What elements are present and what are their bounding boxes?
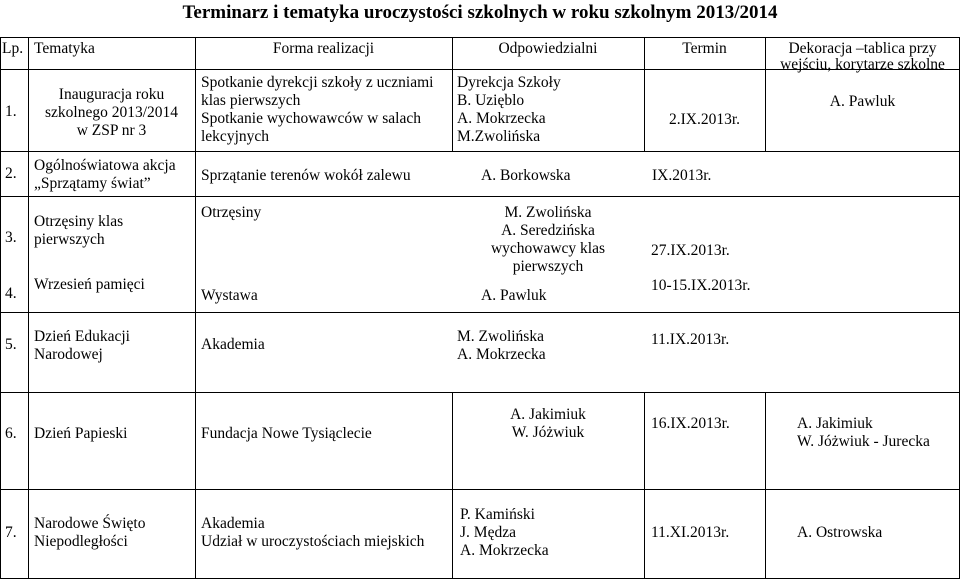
row5-tematyka-line2: Narodowej [34,346,103,363]
header-lp: Lp. [2,40,24,57]
row3-odp-line4: pierwszych [512,258,584,275]
row1-forma-line2: klas pierwszych [201,92,301,109]
row5-termin: 11.IX.2013r. [651,331,730,348]
row1-lp: 1. [5,103,17,120]
row5-odp-line1: M. Zwolińska [457,328,544,345]
row7-termin: 11.XI.2013r. [651,524,730,541]
row7-tematyka-line1: Narodowe Święto [34,515,146,532]
document-title: Terminarz i tematyka uroczystości szkolnych w roku szkolnym 2013/2014 [182,2,778,23]
row4-lp: 4. [5,285,17,302]
header-dekoracja-line1: Dekoracja –tablica przy [788,40,937,57]
row1-forma-line3: Spotkanie wychowawców w salach [201,110,421,127]
row2-termin: IX.2013r. [652,167,712,184]
row3-forma: Otrzęsiny [201,204,262,221]
column-divider [644,392,645,578]
row3-odp-line2: A. Seredzińska [501,222,595,239]
row7-lp: 7. [5,524,17,541]
header-odpowiedzialni: Odpowiedzialni [498,40,598,57]
row7-tematyka-line2: Niepodległości [34,533,128,550]
header-tematyka: Tematyka [34,40,95,57]
row1-tematyka-line1: Inauguracja roku [58,86,165,103]
column-divider [765,392,766,578]
row4-tematyka: Wrzesień pamięci [34,276,145,293]
row3-tematyka-line2: pierwszych [34,231,105,248]
row2-lp: 2. [5,165,17,182]
row5-forma: Akademia [201,336,265,353]
row-divider [0,392,960,393]
header-dekoracja-line2: wejściu, korytarze szkolne [780,56,945,73]
row-divider [0,312,960,313]
row6-odp-line2: W. Jóżwiuk [511,424,585,441]
row2-tematyka-line1: Ogólnoświatowa akcja [34,157,176,174]
row3-termin: 27.IX.2013r. [651,242,730,259]
header-forma: Forma realizacji [272,40,375,57]
row-divider [0,196,960,197]
row2-odp: A. Borkowska [481,167,571,184]
header-termin: Termin [682,40,727,57]
row6-dekoracja-line1: A. Jakimiuk [797,415,873,432]
row1-tematyka-line2: szkolnego 2013/2014 [44,104,179,121]
row1-odp-line1: Dyrekcja Szkoły [457,74,561,91]
row3-lp: 3. [5,229,17,246]
row-divider [0,489,960,490]
row4-forma: Wystawa [201,287,258,304]
row1-tematyka-line3: w ZSP nr 3 [76,122,147,139]
row1-odp-line3: A. Mokrzecka [457,110,546,127]
row6-odp-line1: A. Jakimiuk [510,406,586,423]
row3-odp-line3: wychowawcy klas [490,240,606,257]
row2-forma: Sprzątanie terenów wokół zalewu [201,167,411,184]
row3-tematyka-line1: Otrzęsiny klas [34,213,124,230]
row7-odp-line3: A. Mokrzecka [460,542,549,559]
row5-lp: 5. [5,336,17,353]
row3-odp-line1: M. Zwolińska [504,204,592,221]
row7-odp-line2: J. Mędza [460,524,516,541]
row-divider [0,151,960,152]
row7-forma-line2: Udział w uroczystościach miejskich [201,533,425,550]
row2-tematyka-line2: „Sprzątamy świat” [34,175,151,192]
row6-forma: Fundacja Nowe Tysiąclecie [201,425,372,442]
row4-odp: A. Pawluk [481,287,547,304]
row6-dekoracja-line2: W. Jóżwiuk - Jurecka [797,433,930,450]
row1-odp-line2: B. Uzięblo [457,92,525,109]
row1-forma-line1: Spotkanie dyrekcji szkoły z uczniami [201,74,434,91]
row1-odp-line4: M.Zwolińska [457,128,541,145]
row7-forma-line1: Akademia [201,515,265,532]
row6-termin: 16.IX.2013r. [651,415,730,432]
row5-odp-line2: A. Mokrzecka [457,346,546,363]
row6-lp: 6. [5,425,17,442]
row1-termin: 2.IX.2013r. [668,111,741,128]
row4-termin: 10-15.IX.2013r. [651,277,751,294]
row5-tematyka-line1: Dzień Edukacji [34,328,130,345]
row7-dekoracja: A. Ostrowska [797,524,883,541]
row6-tematyka: Dzień Papieski [34,425,128,442]
row1-dekoracja: A. Pawluk [829,93,896,110]
row1-forma-line4: lekcyjnych [201,128,270,145]
column-divider [195,37,196,578]
row7-odp-line1: P. Kamiński [460,506,535,523]
